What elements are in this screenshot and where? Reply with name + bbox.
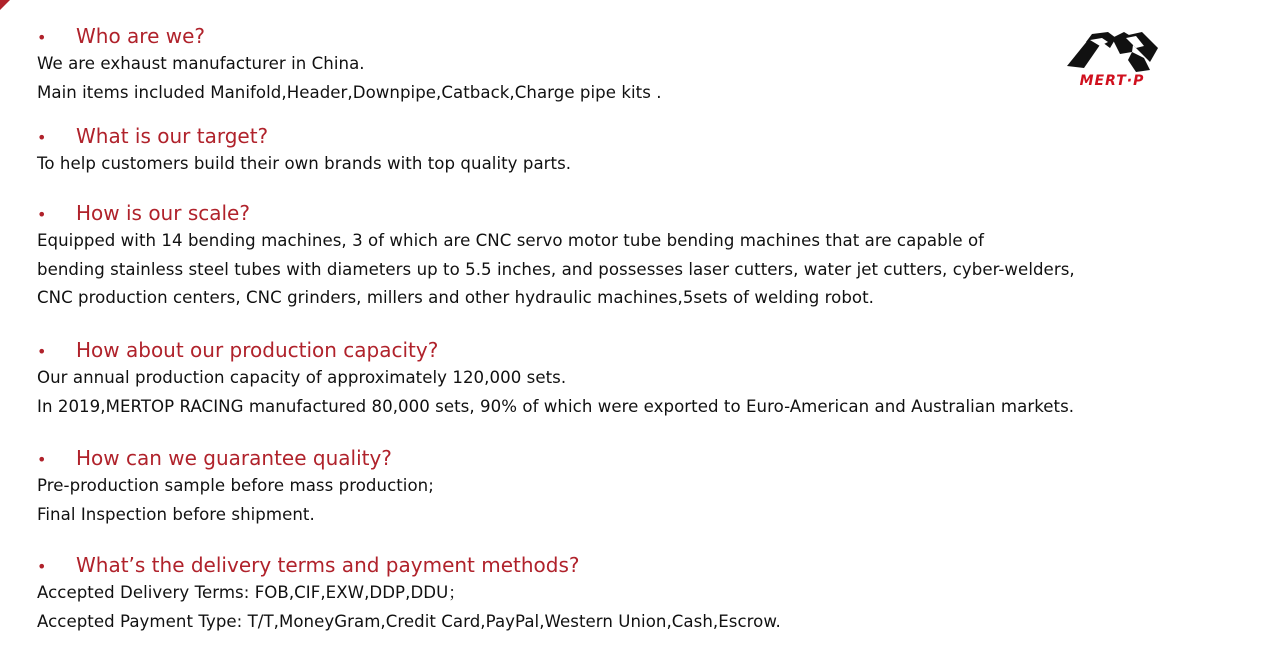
body-line: To help customers build their own brands with top quality parts. bbox=[37, 154, 572, 173]
section-production-capacity bbox=[37, 336, 1257, 421]
bullet-icon: • bbox=[37, 450, 47, 469]
body-line: Accepted Payment Type: T/T,MoneyGram,Credit Card,PayPal,Western Union,Cash,Escrow. bbox=[37, 611, 781, 631]
body-line: In 2019,MERTOP RACING manufactured 80,000 sets, 90% of which were exported to Euro-American and Australian markets. bbox=[37, 396, 1075, 416]
body-line: Our annual production capacity of approximately 120,000 sets. bbox=[37, 368, 567, 387]
section-quality bbox=[37, 444, 1257, 529]
section-heading-row bbox=[37, 122, 1257, 150]
section-heading: What is our target? bbox=[76, 124, 269, 148]
body-line: Equipped with 14 bending machines, 3 of which are CNC servo motor tube bending machines that are capable of bbox=[37, 231, 985, 250]
section-heading: How is our scale? bbox=[76, 201, 250, 225]
section-heading: How about our production capacity? bbox=[76, 338, 439, 362]
bullet-icon: • bbox=[37, 128, 47, 147]
section-heading: Who are we? bbox=[76, 24, 206, 48]
section-target bbox=[37, 122, 1257, 179]
bullet-icon: • bbox=[37, 557, 47, 576]
bullet-icon: • bbox=[37, 205, 47, 224]
bullet-icon: • bbox=[37, 342, 47, 361]
bullet-icon: • bbox=[37, 28, 47, 47]
section-scale bbox=[37, 199, 1257, 313]
section-heading: How can we guarantee quality? bbox=[76, 446, 392, 470]
section-heading-row bbox=[37, 22, 1257, 50]
corner-accent bbox=[0, 0, 10, 10]
body-line: Main items included Manifold,Header,Downpipe,Catback,Charge pipe kits . bbox=[37, 82, 662, 102]
body-line: We are exhaust manufacturer in China. bbox=[37, 54, 365, 73]
section-heading-row bbox=[37, 444, 1257, 472]
body-line: Final Inspection before shipment. bbox=[37, 504, 315, 524]
section-who-are-we bbox=[37, 22, 1257, 107]
section-heading-row bbox=[37, 551, 1257, 579]
body-line: bending stainless steel tubes with diameters up to 5.5 inches, and possesses laser cutters, water jet cutters, cyber-welders, bbox=[37, 259, 1075, 279]
section-delivery-payment bbox=[37, 551, 1257, 636]
section-heading-row bbox=[37, 199, 1257, 227]
logo-text: MERT·P bbox=[1079, 73, 1145, 89]
body-line: CNC production centers, CNC grinders, millers and other hydraulic machines,5sets of welding robot. bbox=[37, 288, 875, 308]
section-heading: What’s the delivery terms and payment methods? bbox=[76, 553, 580, 577]
section-heading-row bbox=[37, 336, 1257, 364]
body-line: Pre-production sample before mass production; bbox=[37, 476, 434, 495]
body-line: Accepted Delivery Terms: FOB,CIF,EXW,DDP,DDU； bbox=[37, 583, 465, 602]
